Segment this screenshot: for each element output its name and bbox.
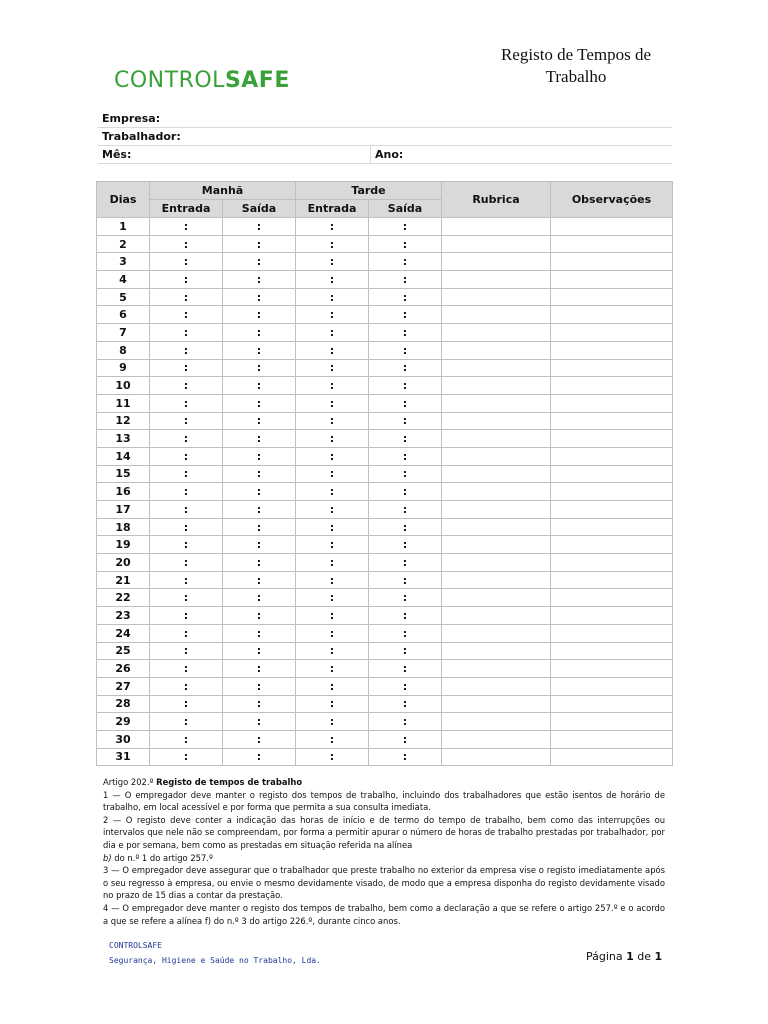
header-manha: Manhã bbox=[150, 182, 296, 200]
article-heading bbox=[103, 776, 665, 789]
manha-entrada-cell[interactable]: : bbox=[150, 218, 223, 236]
footer-tagline: Segurança, Higiene e Saúde no Trabalho, Lda. bbox=[109, 956, 321, 965]
header-observacoes: Observações bbox=[551, 182, 673, 218]
rubrica-cell[interactable] bbox=[442, 571, 551, 589]
tarde-saida-cell[interactable]: : bbox=[369, 306, 442, 324]
title-line-2: Trabalho bbox=[545, 67, 607, 86]
manha-entrada-cell[interactable]: : bbox=[150, 430, 223, 448]
rubrica-cell[interactable] bbox=[442, 288, 551, 306]
manha-saida-cell[interactable]: : bbox=[223, 730, 296, 748]
article-prefix: Artigo 202.º bbox=[103, 777, 157, 787]
table-row bbox=[97, 235, 673, 253]
manha-saida-cell[interactable]: : bbox=[223, 430, 296, 448]
tarde-saida-cell[interactable]: : bbox=[369, 589, 442, 607]
day-cell: 4 bbox=[97, 271, 150, 289]
header-dias: Dias bbox=[97, 182, 150, 218]
tarde-entrada-cell[interactable]: : bbox=[296, 359, 369, 377]
manha-entrada-cell[interactable]: : bbox=[150, 748, 223, 766]
day-cell: 15 bbox=[97, 465, 150, 483]
document-title bbox=[470, 44, 682, 88]
rubrica-cell[interactable] bbox=[442, 660, 551, 678]
day-cell: 6 bbox=[97, 306, 150, 324]
day-cell: 16 bbox=[97, 483, 150, 501]
tarde-saida-cell[interactable]: : bbox=[369, 536, 442, 554]
legal-paragraph-3: 3 — O empregador deve assegurar que o trabalhador que preste trabalho no exterior da empresa vise o registo imediatamente após o seu regresso à empresa, ou envie o mesmo devidamente visado, de modo que a empresa disponha do registo devidamente visado no prazo de 15 dias a contar da prestação. bbox=[103, 865, 665, 901]
manha-saida-cell[interactable]: : bbox=[223, 483, 296, 501]
trabalhador-label: Trabalhador: bbox=[102, 130, 181, 143]
tarde-entrada-cell[interactable]: : bbox=[296, 607, 369, 625]
manha-saida-cell[interactable]: : bbox=[223, 288, 296, 306]
manha-saida-cell[interactable]: : bbox=[223, 677, 296, 695]
day-cell: 1 bbox=[97, 218, 150, 236]
manha-entrada-cell[interactable]: : bbox=[150, 660, 223, 678]
rubrica-cell[interactable] bbox=[442, 713, 551, 731]
tarde-saida-cell[interactable]: : bbox=[369, 483, 442, 501]
table-row bbox=[97, 748, 673, 766]
manha-entrada-cell[interactable]: : bbox=[150, 677, 223, 695]
manha-saida-cell[interactable]: : bbox=[223, 253, 296, 271]
manha-entrada-cell[interactable]: : bbox=[150, 359, 223, 377]
rubrica-cell[interactable] bbox=[442, 235, 551, 253]
manha-saida-cell[interactable]: : bbox=[223, 660, 296, 678]
manha-saida-cell[interactable]: : bbox=[223, 341, 296, 359]
page-current: 1 bbox=[626, 950, 634, 963]
day-cell: 23 bbox=[97, 607, 150, 625]
rubrica-cell[interactable] bbox=[442, 624, 551, 642]
tarde-entrada-cell[interactable]: : bbox=[296, 518, 369, 536]
rubrica-cell[interactable] bbox=[442, 218, 551, 236]
rubrica-cell[interactable] bbox=[442, 536, 551, 554]
header-rubrica: Rubrica bbox=[442, 182, 551, 218]
manha-saida-cell[interactable]: : bbox=[223, 235, 296, 253]
table-row bbox=[97, 677, 673, 695]
manha-saida-cell[interactable]: : bbox=[223, 271, 296, 289]
tarde-entrada-cell[interactable]: : bbox=[296, 288, 369, 306]
table-row bbox=[97, 341, 673, 359]
table-row bbox=[97, 501, 673, 519]
manha-entrada-cell[interactable]: : bbox=[150, 501, 223, 519]
observacoes-cell[interactable] bbox=[551, 607, 673, 625]
empresa-field[interactable] bbox=[98, 110, 672, 128]
manha-entrada-cell[interactable]: : bbox=[150, 341, 223, 359]
rubrica-cell[interactable] bbox=[442, 253, 551, 271]
observacoes-cell[interactable] bbox=[551, 253, 673, 271]
observacoes-cell[interactable] bbox=[551, 341, 673, 359]
legal-paragraph-4: 4 — O empregador deve manter o registo dos tempos de trabalho, bem como a declaração a que se refere o artigo 257.º e o acordo a que se refere a alínea f) do n.º 3 do artigo 226.º, durante cinco anos. bbox=[103, 902, 665, 926]
footer-company bbox=[109, 938, 321, 968]
table-row bbox=[97, 518, 673, 536]
tarde-entrada-cell[interactable]: : bbox=[296, 447, 369, 465]
observacoes-cell[interactable] bbox=[551, 288, 673, 306]
day-cell: 2 bbox=[97, 235, 150, 253]
observacoes-cell[interactable] bbox=[551, 324, 673, 342]
tarde-saida-cell[interactable]: : bbox=[369, 377, 442, 395]
of-word: de bbox=[637, 950, 652, 963]
legal-paragraph-2b bbox=[103, 852, 665, 865]
rubrica-cell[interactable] bbox=[442, 677, 551, 695]
table-row bbox=[97, 306, 673, 324]
tarde-saida-cell[interactable]: : bbox=[369, 660, 442, 678]
observacoes-cell[interactable] bbox=[551, 377, 673, 395]
tarde-saida-cell[interactable]: : bbox=[369, 465, 442, 483]
header-manha-saida: Saída bbox=[223, 200, 296, 218]
manha-saida-cell[interactable]: : bbox=[223, 642, 296, 660]
day-cell: 9 bbox=[97, 359, 150, 377]
observacoes-cell[interactable] bbox=[551, 642, 673, 660]
empresa-label: Empresa: bbox=[102, 112, 161, 125]
observacoes-cell[interactable] bbox=[551, 589, 673, 607]
trabalhador-field[interactable] bbox=[98, 128, 672, 146]
manha-entrada-cell[interactable]: : bbox=[150, 713, 223, 731]
tarde-saida-cell[interactable]: : bbox=[369, 730, 442, 748]
tarde-entrada-cell[interactable]: : bbox=[296, 377, 369, 395]
manha-entrada-cell[interactable]: : bbox=[150, 377, 223, 395]
mes-label: Mês: bbox=[102, 148, 132, 161]
tarde-entrada-cell[interactable]: : bbox=[296, 253, 369, 271]
timesheet-body bbox=[97, 218, 673, 766]
table-row bbox=[97, 483, 673, 501]
tarde-entrada-cell[interactable]: : bbox=[296, 218, 369, 236]
tarde-saida-cell[interactable]: : bbox=[369, 518, 442, 536]
day-cell: 13 bbox=[97, 430, 150, 448]
observacoes-cell[interactable] bbox=[551, 624, 673, 642]
observacoes-cell[interactable] bbox=[551, 430, 673, 448]
legal-text bbox=[103, 776, 665, 927]
table-row bbox=[97, 465, 673, 483]
rubrica-cell[interactable] bbox=[442, 518, 551, 536]
rubrica-cell[interactable] bbox=[442, 359, 551, 377]
tarde-saida-cell[interactable]: : bbox=[369, 394, 442, 412]
observacoes-cell[interactable] bbox=[551, 447, 673, 465]
manha-entrada-cell[interactable]: : bbox=[150, 412, 223, 430]
tarde-saida-cell[interactable]: : bbox=[369, 695, 442, 713]
alinea-b: b) bbox=[103, 852, 112, 863]
table-row bbox=[97, 624, 673, 642]
manha-entrada-cell[interactable]: : bbox=[150, 271, 223, 289]
day-cell: 19 bbox=[97, 536, 150, 554]
day-cell: 18 bbox=[97, 518, 150, 536]
tarde-saida-cell[interactable]: : bbox=[369, 624, 442, 642]
manha-saida-cell[interactable]: : bbox=[223, 447, 296, 465]
header-tarde-saida: Saída bbox=[369, 200, 442, 218]
header-manha-entrada: Entrada bbox=[150, 200, 223, 218]
rubrica-cell[interactable] bbox=[442, 324, 551, 342]
manha-saida-cell[interactable]: : bbox=[223, 501, 296, 519]
day-cell: 26 bbox=[97, 660, 150, 678]
table-row bbox=[97, 447, 673, 465]
observacoes-cell[interactable] bbox=[551, 306, 673, 324]
day-cell: 30 bbox=[97, 730, 150, 748]
logo-text-bold: SAFE bbox=[224, 67, 290, 93]
article-title: Registo de tempos de trabalho bbox=[156, 777, 303, 787]
tarde-saida-cell[interactable]: : bbox=[369, 554, 442, 572]
table-row bbox=[97, 607, 673, 625]
rubrica-cell[interactable] bbox=[442, 607, 551, 625]
manha-entrada-cell[interactable]: : bbox=[150, 695, 223, 713]
tarde-saida-cell[interactable]: : bbox=[369, 288, 442, 306]
manha-entrada-cell[interactable]: : bbox=[150, 306, 223, 324]
day-cell: 7 bbox=[97, 324, 150, 342]
observacoes-cell[interactable] bbox=[551, 483, 673, 501]
rubrica-cell[interactable] bbox=[442, 341, 551, 359]
ano-label: Ano: bbox=[375, 148, 404, 161]
manha-saida-cell[interactable]: : bbox=[223, 607, 296, 625]
table-row bbox=[97, 571, 673, 589]
observacoes-cell[interactable] bbox=[551, 695, 673, 713]
table-row bbox=[97, 589, 673, 607]
tarde-entrada-cell[interactable]: : bbox=[296, 695, 369, 713]
timesheet-table bbox=[96, 181, 673, 766]
tarde-saida-cell[interactable]: : bbox=[369, 235, 442, 253]
manha-saida-cell[interactable]: : bbox=[223, 713, 296, 731]
manha-saida-cell[interactable]: : bbox=[223, 306, 296, 324]
day-cell: 21 bbox=[97, 571, 150, 589]
observacoes-cell[interactable] bbox=[551, 554, 673, 572]
tarde-entrada-cell[interactable]: : bbox=[296, 589, 369, 607]
table-row bbox=[97, 377, 673, 395]
tarde-saida-cell[interactable]: : bbox=[369, 642, 442, 660]
legal-paragraph-2: 2 — O registo deve conter a indicação das horas de início e de termo do tempo de trabalho, bem como das interrupções ou intervalos que nele não se compreendam, por forma a permitir apurar o número de horas de trabalho prestadas por trabalhador, por dia e por semana, bem como as prestadas em situação referida na alínea bbox=[103, 814, 665, 850]
observacoes-cell[interactable] bbox=[551, 713, 673, 731]
tarde-entrada-cell[interactable]: : bbox=[296, 412, 369, 430]
observacoes-cell[interactable] bbox=[551, 271, 673, 289]
manha-saida-cell[interactable]: : bbox=[223, 324, 296, 342]
observacoes-cell[interactable] bbox=[551, 501, 673, 519]
tarde-entrada-cell[interactable]: : bbox=[296, 235, 369, 253]
tarde-saida-cell[interactable]: : bbox=[369, 447, 442, 465]
tarde-entrada-cell[interactable]: : bbox=[296, 677, 369, 695]
tarde-saida-cell[interactable]: : bbox=[369, 748, 442, 766]
manha-entrada-cell[interactable]: : bbox=[150, 465, 223, 483]
footer-company-name: CONTROLSAFE bbox=[109, 941, 162, 950]
day-cell: 31 bbox=[97, 748, 150, 766]
observacoes-cell[interactable] bbox=[551, 730, 673, 748]
observacoes-cell[interactable] bbox=[551, 536, 673, 554]
rubrica-cell[interactable] bbox=[442, 447, 551, 465]
rubrica-cell[interactable] bbox=[442, 465, 551, 483]
manha-saida-cell[interactable]: : bbox=[223, 518, 296, 536]
tarde-saida-cell[interactable]: : bbox=[369, 677, 442, 695]
header-tarde: Tarde bbox=[296, 182, 442, 200]
observacoes-cell[interactable] bbox=[551, 571, 673, 589]
manha-saida-cell[interactable]: : bbox=[223, 554, 296, 572]
tarde-saida-cell[interactable]: : bbox=[369, 341, 442, 359]
day-cell: 17 bbox=[97, 501, 150, 519]
page-total: 1 bbox=[654, 950, 663, 963]
manha-entrada-cell[interactable]: : bbox=[150, 730, 223, 748]
manha-saida-cell[interactable]: : bbox=[223, 589, 296, 607]
tarde-saida-cell[interactable]: : bbox=[369, 571, 442, 589]
rubrica-cell[interactable] bbox=[442, 589, 551, 607]
tarde-entrada-cell[interactable]: : bbox=[296, 713, 369, 731]
tarde-saida-cell[interactable]: : bbox=[369, 324, 442, 342]
tarde-entrada-cell[interactable]: : bbox=[296, 271, 369, 289]
tarde-saida-cell[interactable]: : bbox=[369, 607, 442, 625]
logo-text-light: CONTROL bbox=[114, 67, 225, 93]
observacoes-cell[interactable] bbox=[551, 235, 673, 253]
tarde-saida-cell[interactable]: : bbox=[369, 271, 442, 289]
tarde-entrada-cell[interactable]: : bbox=[296, 642, 369, 660]
manha-entrada-cell[interactable]: : bbox=[150, 642, 223, 660]
page-word: Página bbox=[586, 950, 623, 963]
rubrica-cell[interactable] bbox=[442, 377, 551, 395]
manha-entrada-cell[interactable]: : bbox=[150, 253, 223, 271]
rubrica-cell[interactable] bbox=[442, 306, 551, 324]
tarde-entrada-cell[interactable]: : bbox=[296, 660, 369, 678]
logo-wordmark bbox=[114, 68, 290, 93]
rubrica-cell[interactable] bbox=[442, 554, 551, 572]
manha-entrada-cell[interactable]: : bbox=[150, 518, 223, 536]
tarde-entrada-cell[interactable]: : bbox=[296, 571, 369, 589]
table-row bbox=[97, 324, 673, 342]
tarde-entrada-cell[interactable]: : bbox=[296, 394, 369, 412]
tarde-entrada-cell[interactable]: : bbox=[296, 306, 369, 324]
table-row bbox=[97, 288, 673, 306]
day-cell: 5 bbox=[97, 288, 150, 306]
observacoes-cell[interactable] bbox=[551, 677, 673, 695]
rubrica-cell[interactable] bbox=[442, 394, 551, 412]
observacoes-cell[interactable] bbox=[551, 748, 673, 766]
day-cell: 29 bbox=[97, 713, 150, 731]
manha-entrada-cell[interactable]: : bbox=[150, 324, 223, 342]
manha-saida-cell[interactable]: : bbox=[223, 412, 296, 430]
day-cell: 11 bbox=[97, 394, 150, 412]
ano-field[interactable] bbox=[370, 146, 403, 163]
manha-entrada-cell[interactable]: : bbox=[150, 607, 223, 625]
rubrica-cell[interactable] bbox=[442, 501, 551, 519]
tarde-entrada-cell[interactable]: : bbox=[296, 730, 369, 748]
tarde-saida-cell[interactable]: : bbox=[369, 412, 442, 430]
manha-entrada-cell[interactable]: : bbox=[150, 536, 223, 554]
table-row bbox=[97, 271, 673, 289]
mes-ano-row bbox=[98, 146, 672, 164]
observacoes-cell[interactable] bbox=[551, 465, 673, 483]
tarde-entrada-cell[interactable]: : bbox=[296, 748, 369, 766]
table-row bbox=[97, 394, 673, 412]
table-row bbox=[97, 430, 673, 448]
manha-saida-cell[interactable]: : bbox=[223, 218, 296, 236]
manha-entrada-cell[interactable]: : bbox=[150, 235, 223, 253]
day-cell: 28 bbox=[97, 695, 150, 713]
table-row bbox=[97, 730, 673, 748]
day-cell: 14 bbox=[97, 447, 150, 465]
manha-saida-cell[interactable]: : bbox=[223, 748, 296, 766]
rubrica-cell[interactable] bbox=[442, 271, 551, 289]
tarde-entrada-cell[interactable]: : bbox=[296, 430, 369, 448]
rubrica-cell[interactable] bbox=[442, 730, 551, 748]
tarde-entrada-cell[interactable]: : bbox=[296, 536, 369, 554]
day-cell: 24 bbox=[97, 624, 150, 642]
tarde-saida-cell[interactable]: : bbox=[369, 253, 442, 271]
table-row bbox=[97, 642, 673, 660]
rubrica-cell[interactable] bbox=[442, 748, 551, 766]
tarde-saida-cell[interactable]: : bbox=[369, 218, 442, 236]
manha-entrada-cell[interactable]: : bbox=[150, 554, 223, 572]
day-cell: 25 bbox=[97, 642, 150, 660]
tarde-saida-cell[interactable]: : bbox=[369, 430, 442, 448]
day-cell: 3 bbox=[97, 253, 150, 271]
rubrica-cell[interactable] bbox=[442, 412, 551, 430]
table-row bbox=[97, 536, 673, 554]
tarde-saida-cell[interactable]: : bbox=[369, 501, 442, 519]
manha-saida-cell[interactable]: : bbox=[223, 465, 296, 483]
observacoes-cell[interactable] bbox=[551, 412, 673, 430]
manha-saida-cell[interactable]: : bbox=[223, 571, 296, 589]
day-cell: 27 bbox=[97, 677, 150, 695]
tarde-entrada-cell[interactable]: : bbox=[296, 324, 369, 342]
manha-saida-cell[interactable]: : bbox=[223, 359, 296, 377]
manha-entrada-cell[interactable]: : bbox=[150, 483, 223, 501]
manha-saida-cell[interactable]: : bbox=[223, 695, 296, 713]
table-row bbox=[97, 660, 673, 678]
manha-entrada-cell[interactable]: : bbox=[150, 624, 223, 642]
day-cell: 10 bbox=[97, 377, 150, 395]
info-fields bbox=[98, 110, 672, 164]
tarde-entrada-cell[interactable]: : bbox=[296, 624, 369, 642]
table-row bbox=[97, 412, 673, 430]
company-logo bbox=[106, 52, 290, 108]
table-row bbox=[97, 218, 673, 236]
observacoes-cell[interactable] bbox=[551, 359, 673, 377]
day-cell: 22 bbox=[97, 589, 150, 607]
table-row bbox=[97, 713, 673, 731]
rubrica-cell[interactable] bbox=[442, 483, 551, 501]
table-row bbox=[97, 695, 673, 713]
title-line-1: Registo de Tempos de bbox=[500, 45, 652, 64]
tarde-entrada-cell[interactable]: : bbox=[296, 341, 369, 359]
legal-paragraph-1: 1 — O empregador deve manter o registo dos tempos de trabalho, incluindo dos trabalhadores que estão isentos de horário de trabalho, em local acessível e por forma que permita a sua consulta imediata. bbox=[103, 789, 665, 813]
day-cell: 20 bbox=[97, 554, 150, 572]
tarde-saida-cell[interactable]: : bbox=[369, 713, 442, 731]
tarde-entrada-cell[interactable]: : bbox=[296, 501, 369, 519]
observacoes-cell[interactable] bbox=[551, 394, 673, 412]
tarde-entrada-cell[interactable]: : bbox=[296, 465, 369, 483]
manha-saida-cell[interactable]: : bbox=[223, 624, 296, 642]
manha-entrada-cell[interactable]: : bbox=[150, 394, 223, 412]
header-tarde-entrada: Entrada bbox=[296, 200, 369, 218]
day-cell: 8 bbox=[97, 341, 150, 359]
tarde-entrada-cell[interactable]: : bbox=[296, 483, 369, 501]
day-cell: 12 bbox=[97, 412, 150, 430]
legal-paragraph-2b-rest: do n.º 1 do artigo 257.º bbox=[111, 852, 213, 863]
rubrica-cell[interactable] bbox=[442, 642, 551, 660]
manha-entrada-cell[interactable]: : bbox=[150, 571, 223, 589]
table-row bbox=[97, 253, 673, 271]
observacoes-cell[interactable] bbox=[551, 660, 673, 678]
tarde-entrada-cell[interactable]: : bbox=[296, 554, 369, 572]
manha-saida-cell[interactable]: : bbox=[223, 394, 296, 412]
observacoes-cell[interactable] bbox=[551, 218, 673, 236]
page-number bbox=[586, 950, 662, 963]
rubrica-cell[interactable] bbox=[442, 430, 551, 448]
manha-entrada-cell[interactable]: : bbox=[150, 589, 223, 607]
rubrica-cell[interactable] bbox=[442, 695, 551, 713]
manha-saida-cell[interactable]: : bbox=[223, 536, 296, 554]
table-row bbox=[97, 554, 673, 572]
manha-entrada-cell[interactable]: : bbox=[150, 288, 223, 306]
tarde-saida-cell[interactable]: : bbox=[369, 359, 442, 377]
table-row bbox=[97, 359, 673, 377]
manha-entrada-cell[interactable]: : bbox=[150, 447, 223, 465]
observacoes-cell[interactable] bbox=[551, 518, 673, 536]
manha-saida-cell[interactable]: : bbox=[223, 377, 296, 395]
